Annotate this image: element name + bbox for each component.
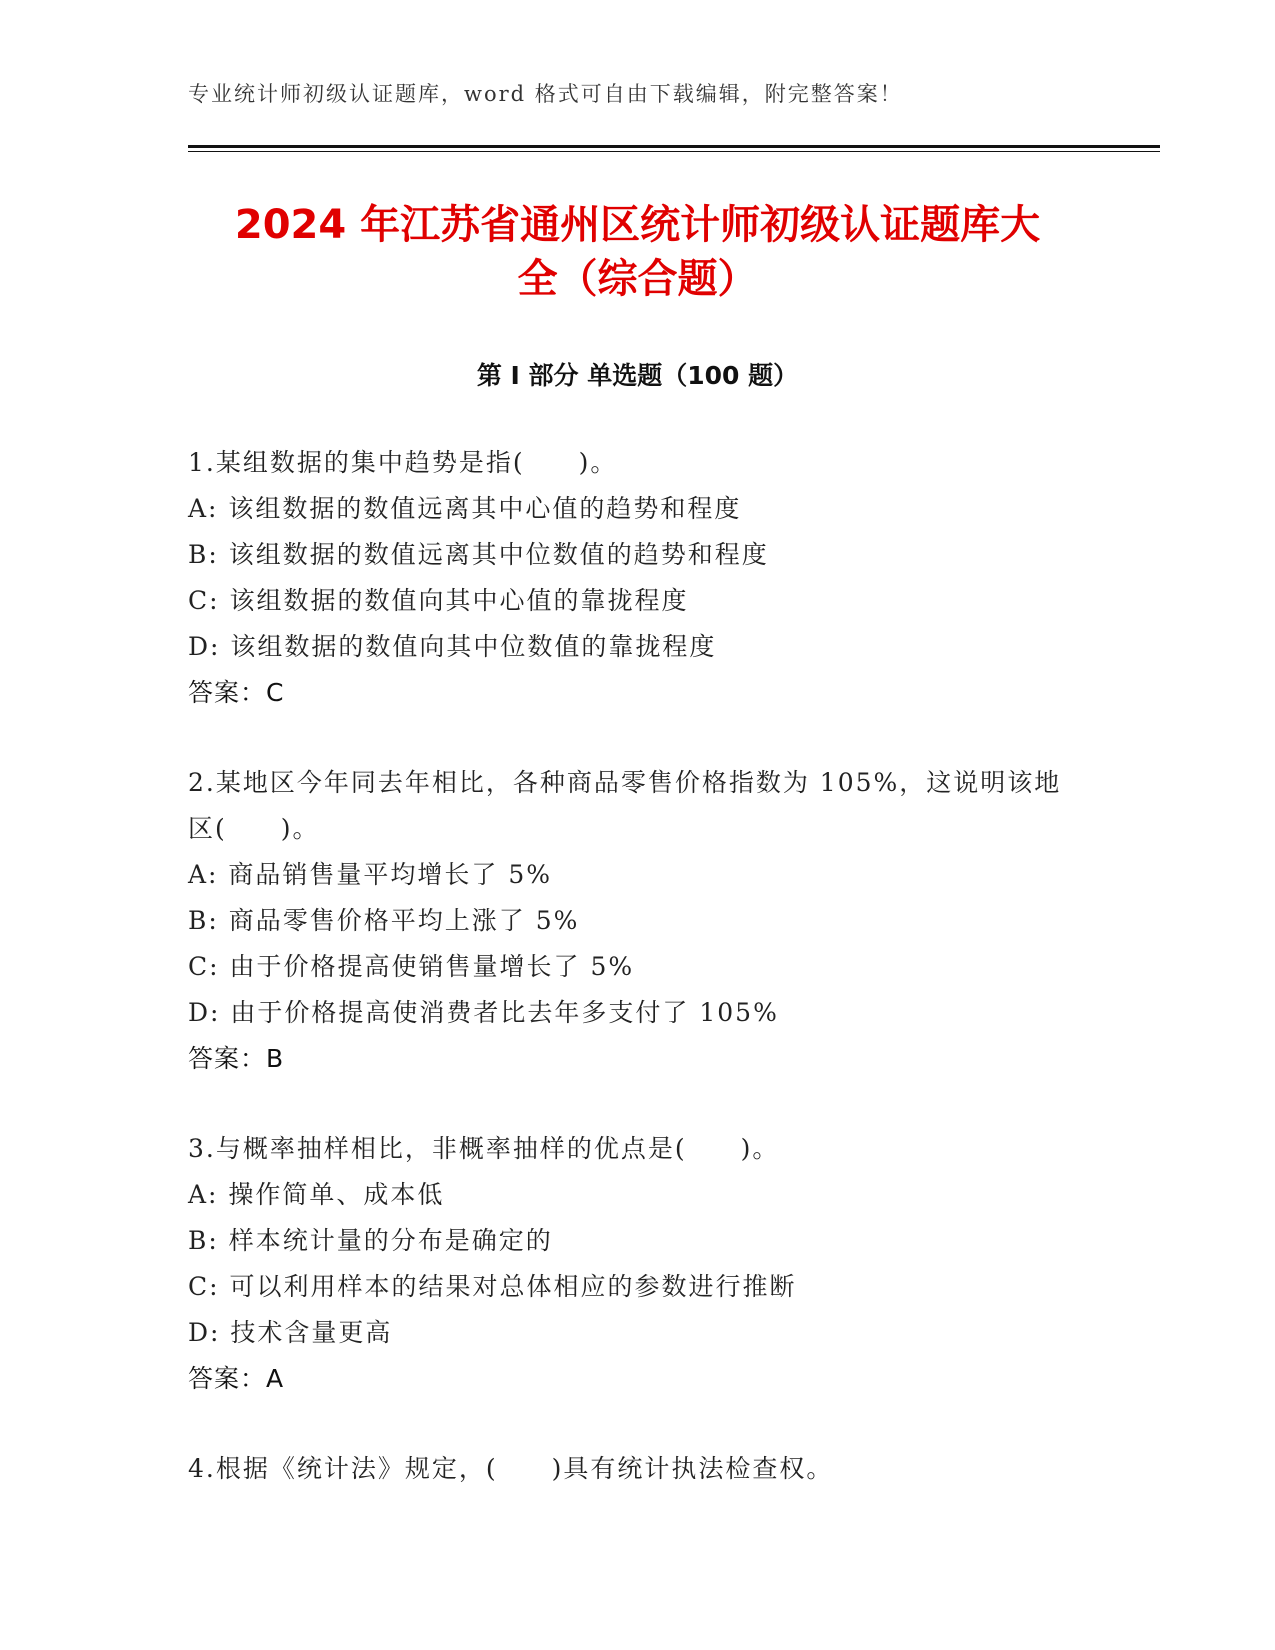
question-1 (188, 440, 1088, 716)
document-title (150, 198, 1125, 306)
question-list (188, 440, 1088, 1536)
option-a: A: 商品销售量平均增长了 5% (188, 860, 553, 889)
section-heading: 第 I 部分 单选题（100 题） (476, 361, 799, 390)
option-a: A: 操作简单、成本低 (188, 1180, 445, 1209)
header-note: 专业统计师初级认证题库，word 格式可自由下载编辑，附完整答案！ (188, 82, 903, 106)
option-c: C: 该组数据的数值向其中心值的靠拢程度 (188, 586, 689, 615)
answer: 答案：A (188, 1364, 285, 1393)
option-c: C: 由于价格提高使销售量增长了 5% (188, 952, 635, 981)
question-4 (188, 1446, 1088, 1492)
option-b: B: 商品零售价格平均上涨了 5% (188, 906, 580, 935)
header-rule-thick (188, 145, 1160, 148)
option-c: C: 可以利用样本的结果对总体相应的参数进行推断 (188, 1272, 797, 1301)
option-b: B: 该组数据的数值远离其中位数值的趋势和程度 (188, 540, 769, 569)
option-d: D: 技术含量更高 (188, 1318, 393, 1347)
document-title-line-1: 2024 年江苏省通州区统计师初级认证题库大 (234, 202, 1041, 248)
question-stem: 2.某地区今年同去年相比，各种商品零售价格指数为 105%，这说明该地区( )。 (188, 768, 1062, 843)
answer: 答案：C (188, 678, 285, 707)
question-3 (188, 1126, 1088, 1402)
question-stem: 3.与概率抽样相比，非概率抽样的优点是( )。 (188, 1134, 780, 1163)
header-rule-thin (188, 151, 1160, 152)
option-a: A: 该组数据的数值远离其中心值的趋势和程度 (188, 494, 742, 523)
option-d: D: 由于价格提高使消费者比去年多支付了 105% (188, 998, 779, 1027)
document-title-line-2: 全（综合题） (517, 256, 758, 302)
question-stem: 1.某组数据的集中趋势是指( )。 (188, 448, 618, 477)
answer: 答案：B (188, 1044, 285, 1073)
question-stem: 4.根据《统计法》规定，( )具有统计执法检查权。 (188, 1454, 834, 1483)
question-2 (188, 760, 1088, 1082)
option-d: D: 该组数据的数值向其中位数值的靠拢程度 (188, 632, 717, 661)
option-b: B: 样本统计量的分布是确定的 (188, 1226, 553, 1255)
